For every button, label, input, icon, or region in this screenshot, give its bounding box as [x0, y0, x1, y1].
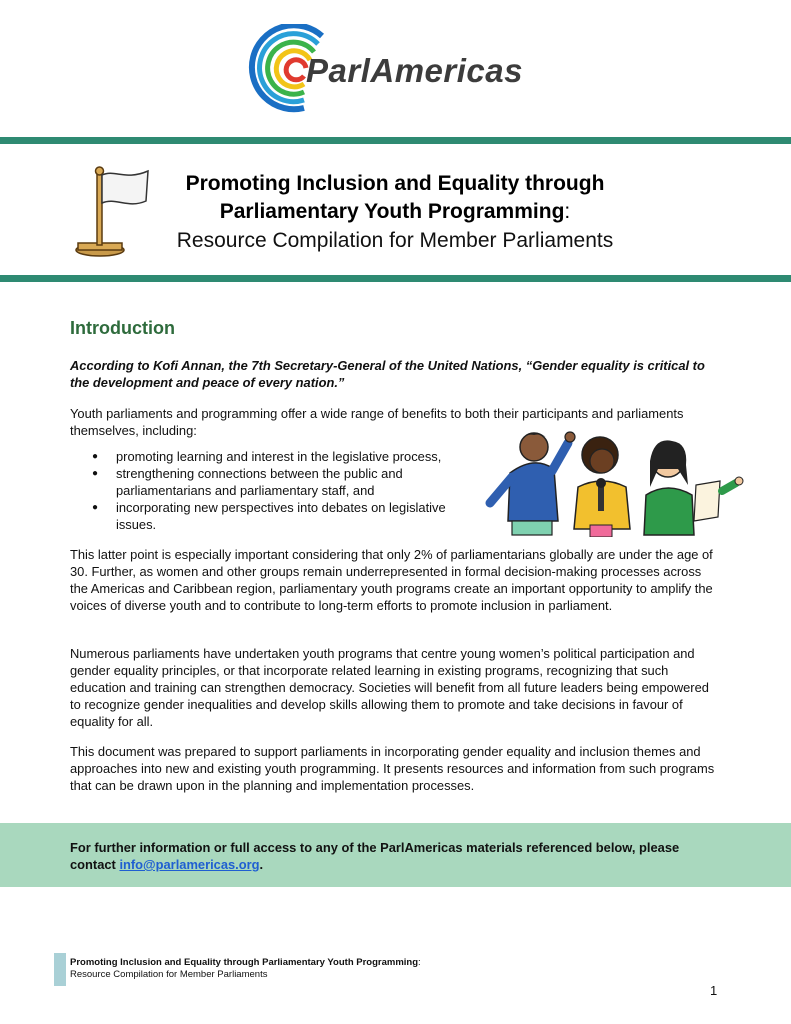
title-line-1: Promoting Inclusion and Equality through [185, 172, 605, 195]
footer [70, 957, 421, 981]
contact-prefix: For further information or full access to any of the ParlAmericas materials referenced below, please contact [70, 840, 680, 872]
document-subtitle: Resource Compilation for Member Parliaments [176, 229, 614, 252]
title-line-2 [120, 198, 670, 226]
youth-illustration [482, 425, 747, 537]
section-heading: Introduction [70, 318, 175, 338]
benefits-list [92, 448, 472, 533]
paragraph-4: This document was prepared to support parliaments in incorporating gender equality and inclusion themes and approaches into new and existing youth programming. It presents resources and information from such programs that can be drawn upon in the planning and implementation processes. [70, 744, 715, 793]
footer-title: Promoting Inclusion and Equality through Parliamentary Youth Programming [70, 957, 419, 968]
email-link[interactable]: info@parlamericas.org [119, 857, 260, 872]
footer-title-colon: : [418, 957, 421, 968]
bottom-divider [0, 275, 791, 282]
parlamericas-logo [244, 24, 554, 114]
list-item: ● promoting learning and interest in the legislative process, [92, 448, 472, 465]
list-item: ● strengthening connections between the public and parliamentarians and parliamentary staff, and [92, 465, 472, 499]
contact-text [70, 839, 720, 873]
page-number: 1 [710, 983, 718, 998]
paragraph-2: This latter point is especially important considering that only 2% of parliamentarians globally are under the age of 30. Further, as women and other groups remain underrepresented in formal decision-making processes across the Americas and Caribbean region, parliamentary youth programs create an important opportunity to amplify the voices of diverse youth and to contribute to long-term efforts to promote inclusion in parliament. [70, 547, 713, 613]
top-divider [0, 137, 791, 144]
document-title [120, 170, 670, 256]
footer-subtitle: Resource Compilation for Member Parliaments [70, 969, 268, 980]
contact-suffix: . [259, 857, 264, 872]
contact-band [0, 823, 791, 887]
list-item: ● incorporating new perspectives into debates on legislative issues. [92, 499, 472, 533]
title-line-2-text: Parliamentary Youth Programming [219, 200, 565, 223]
footer-accent-bar [54, 953, 66, 986]
paragraph-1: Youth parliaments and programming offer a wide range of benefits to both their participants and parliaments themselves, including: [70, 406, 684, 438]
title-colon: : [564, 200, 571, 223]
logo-text: ParlAmericas [306, 52, 523, 89]
kofi-annan-quote: According to Kofi Annan, the 7th Secretary-General of the United Nations, “Gender equality is critical to the development and peace of every nation.” [70, 358, 705, 390]
paragraph-3: Numerous parliaments have undertaken youth programs that centre young women’s political participation and gender equality principles, or that incorporate related learning in existing programs, recognizing that such education and training can strengthen democracy. Societies will benefit from all future leaders being empowered to recognize gender inequalities and develop skills allowing them to promote and take decisions in favour of equality for all. [70, 646, 709, 729]
